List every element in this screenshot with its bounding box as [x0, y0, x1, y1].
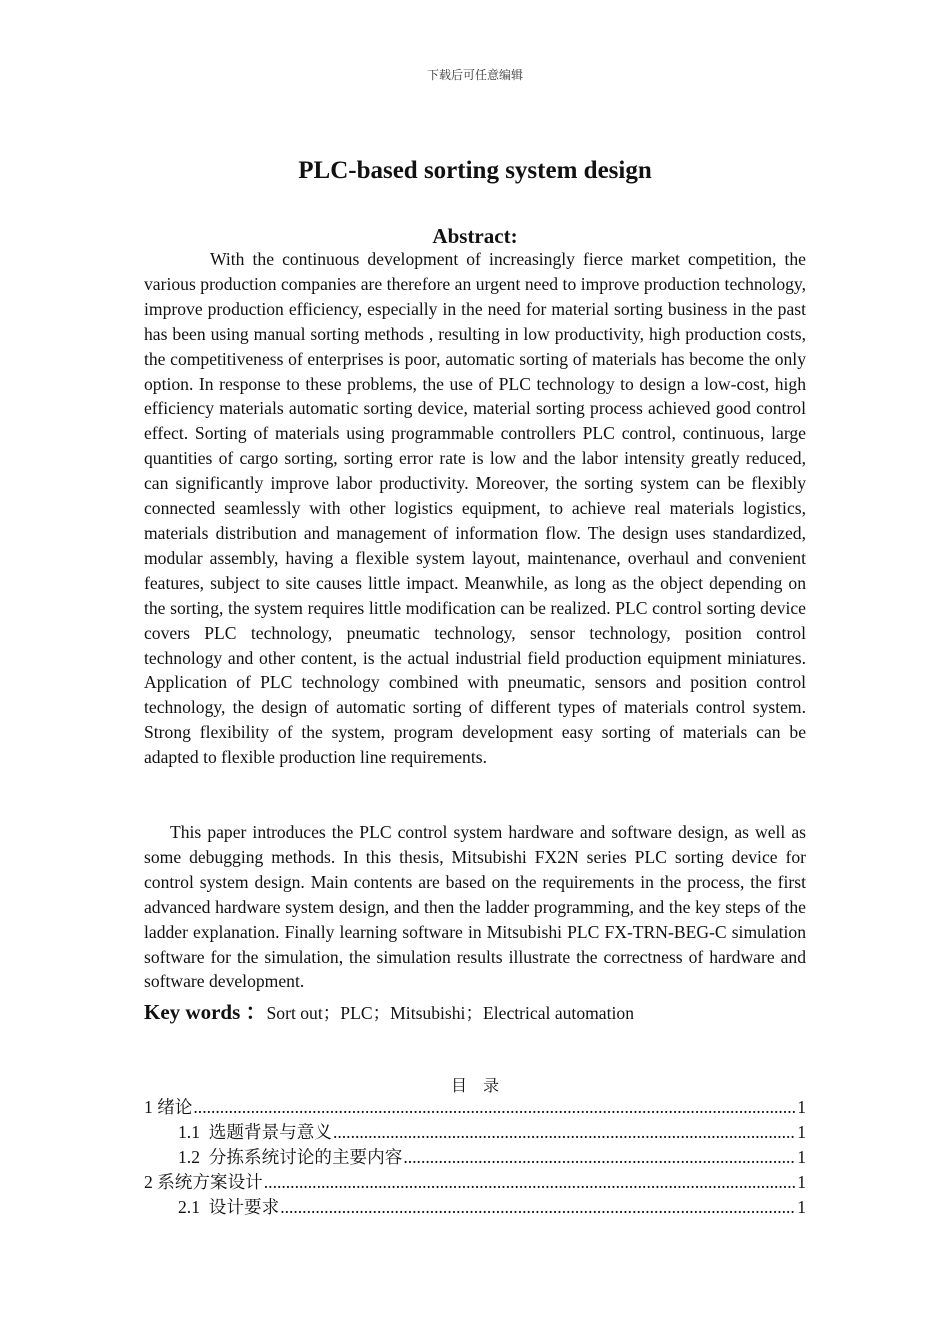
toc-entry-number: 1	[144, 1097, 158, 1117]
table-of-contents	[144, 1095, 806, 1220]
abstract-paragraph-2: This paper introduces the PLC control system hardware and software design, as well as some debugging methods. In this thesis, Mitsubishi FX2N series PLC sorting device for control system design. Main contents are based on the requirements in the process, the first advanced hardware system design, and then the ladder programming, and the key steps of the ladder explanation. Finally learning software in Mitsubishi PLC FX-TRN-BEG-C simulation software for the simulation, the simulation results illustrate the correctness of hardware and software development.	[144, 822, 806, 992]
toc-dot-leader	[280, 1195, 796, 1220]
toc-entry[interactable]	[144, 1170, 806, 1195]
toc-entry[interactable]	[144, 1095, 806, 1120]
toc-entry-number: 1.2	[178, 1147, 209, 1167]
toc-entry-label: 系统方案设计	[157, 1172, 263, 1192]
abstract-paragraph-1: With the continuous development of increasingly fierce market competition, the various production companies are therefore an urgent need to improve production technology, improve production efficiency, especially in the need for material sorting business in the past has been using manual sorting methods , resulting in low productivity, high production costs, the competitiveness of enterprises is poor, automatic sorting of materials has become the only option. In response to these problems, the use of PLC technology to design a low-cost, high efficiency materials automatic sorting device, material sorting process achieved good control effect. Sorting of materials using programmable controllers PLC control, continuous, large quantities of cargo sorting, sorting error rate is low and the labor intensity greatly reduced, can significantly improve labor productivity. Moreover, the sorting system can be flexibly connected seamlessly with other logistics equipment, to achieve real materials logistics, materials distribution and management of information flow. The design uses standardized, modular assembly, having a flexible system layout, maintenance, overhaul and convenient features, subject to site causes little impact. Meanwhile, as long as the object depending on the sorting, the system requires little modification can be realized. PLC control sorting device covers PLC technology, pneumatic technology, sensor technology, position control technology and other content, is the actual industrial field production equipment miniatures. Application of PLC technology combined with pneumatic, sensors and position control technology, the design of automatic sorting of different types of materials control system. Strong flexibility of the system, program development easy sorting of materials can be adapted to flexible production line requirements.	[144, 249, 806, 768]
toc-dot-leader	[264, 1170, 796, 1195]
keywords-label: Key words ：	[144, 1000, 267, 1024]
toc-entry-label: 选题背景与意义	[208, 1122, 332, 1142]
toc-title: 目 录	[450, 1078, 499, 1095]
toc-entry-number: 2	[144, 1172, 158, 1192]
toc-entry-page: 1	[797, 1147, 806, 1167]
toc-entry-label: 绪论	[157, 1097, 193, 1117]
toc-entry-page: 1	[797, 1197, 806, 1217]
toc-entry[interactable]	[144, 1120, 806, 1145]
toc-entry[interactable]	[144, 1145, 806, 1170]
keywords-items: Sort out；PLC；Mitsubishi；Electrical automation	[266, 1003, 634, 1023]
toc-entry-label: 设计要求	[208, 1197, 280, 1217]
toc-dot-leader	[193, 1095, 796, 1120]
toc-entry-page: 1	[797, 1122, 806, 1142]
toc-entry-number: 1.1	[178, 1122, 209, 1142]
toc-entry-page: 1	[797, 1172, 806, 1192]
keywords-line	[144, 996, 806, 1026]
toc-dot-leader	[333, 1120, 796, 1145]
abstract-heading: Abstract:	[432, 224, 518, 248]
toc-dot-leader	[403, 1145, 796, 1170]
toc-entry-number: 2.1	[178, 1197, 209, 1217]
header-note: 下载后可任意编辑	[426, 68, 523, 82]
toc-entry[interactable]	[144, 1195, 806, 1220]
document-title: PLC-based sorting system design	[298, 157, 652, 184]
toc-entry-page: 1	[797, 1097, 806, 1117]
toc-entry-label: 分拣系统讨论的主要内容	[208, 1147, 403, 1167]
